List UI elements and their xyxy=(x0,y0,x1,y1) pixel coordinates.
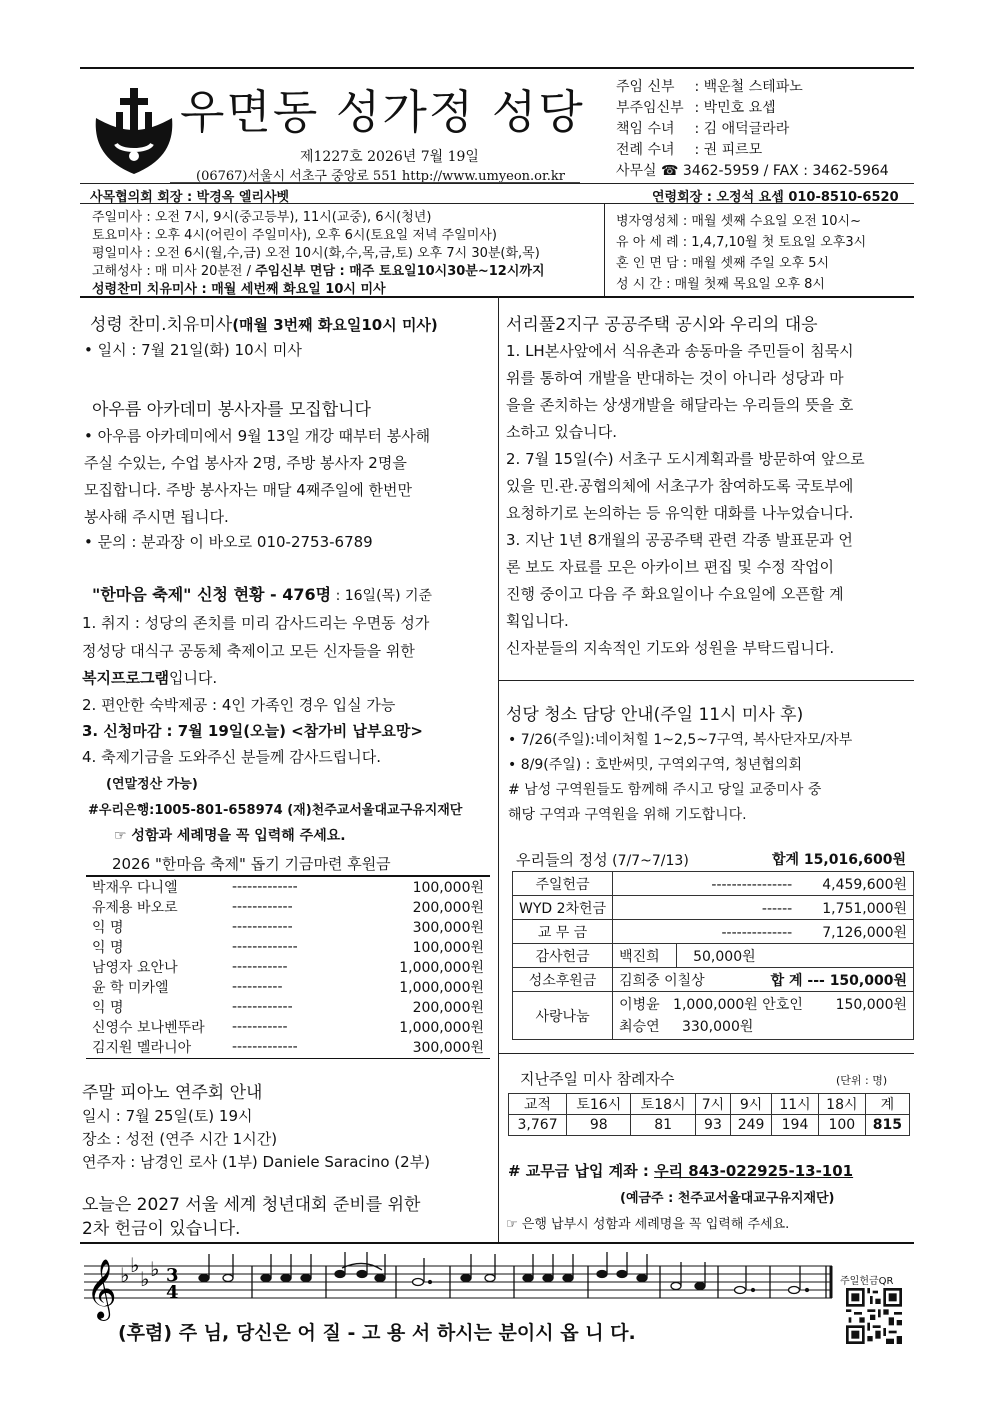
housing-line: 요청하기로 논의하는 등 유익한 대화를 나누었습니다. xyxy=(506,504,854,522)
housing-line: 획입니다. xyxy=(506,612,569,630)
tithe-account: # 교무금 납입 계좌 : 우리 843-022925-13-101 xyxy=(508,1162,854,1180)
offering-total: 합계 15,016,600원 xyxy=(772,852,907,868)
treble-clef-icon: 𝄞 xyxy=(86,1259,117,1319)
flat-signs-icon xyxy=(120,1253,159,1291)
sacrament-3: 혼 인 면 담 : 매월 셋째 주일 오후 5시 xyxy=(616,256,830,271)
housing-line: 론 보도 자료를 모은 아카이브 편집 및 수정 작업이 xyxy=(506,558,834,576)
healing-body: • 일시 : 7월 21일(화) 10시 미사 xyxy=(84,341,302,359)
wyd-notice: 오늘은 2027 서울 세계 청년대회 준비를 위한 xyxy=(82,1195,421,1215)
donor-row: 유제용 바오로 ------------ 200,000원 xyxy=(92,899,484,916)
donor-row: 남영자 요안나 ----------- 1,000,000원 xyxy=(92,959,484,976)
donors-title: 2026 "한마음 축제" 돕기 기금마련 후원금 xyxy=(112,855,391,873)
aureum-line: 모집합니다. 주방 봉사자는 매달 4째주일에 한번만 xyxy=(84,481,412,499)
festival-line: 복지프로그램입니다. xyxy=(82,669,218,687)
housing-line: 을을 존치하는 상생개발을 해달라는 우리들의 뜻을 호 xyxy=(506,396,854,414)
offering-row: 사랑나눔 이병윤 1,000,000원 안호인 150,000원 최승연 330,000원 xyxy=(513,992,914,1040)
festival-item: 2. 편안한 숙박제공 : 4인 가족인 경우 입실 가능 xyxy=(82,696,396,714)
confession: 고해성사 : 매 미사 20분전 / 주임신부 면담 : 매주 토요일10시30분~12시까지 xyxy=(92,264,545,279)
aureum-line: 주실 수있는, 수업 봉사자 2명, 주방 봉사자 2명을 xyxy=(84,454,407,472)
housing-title: 서리풀2지구 공공주택 공시와 우리의 대응 xyxy=(506,315,818,335)
healing-mass: 성령찬미 치유미사 : 매월 세번째 화요일 10시 미사 xyxy=(92,282,386,297)
cleaning-line: # 남성 구역원들도 함께해 주시고 당일 교중미사 중 xyxy=(508,782,822,798)
aureum-contact: • 문의 : 분과장 이 바오로 010-2753-6789 xyxy=(84,533,373,551)
time-signature-bottom: 4 xyxy=(166,1282,179,1303)
housing-body xyxy=(506,340,916,664)
donor-row: 익 명 ------------ 200,000원 xyxy=(92,999,484,1016)
tithe-note: ☞ 은행 납부시 성함과 세례명을 꼭 입력해 주세요. xyxy=(506,1217,790,1232)
festival-line: 정성당 대식구 공동체 축제이고 모든 신자들을 위한 xyxy=(82,642,415,660)
staff-row: 책임 수녀 : 김 애덕글라라 xyxy=(616,121,790,137)
housing-line: 위를 통하여 개발을 반대하는 것이 아니라 성당과 마 xyxy=(506,369,844,387)
attendance-header-row: 교적 토16시 토18시 7시 9시 11시 18시 계 xyxy=(509,1094,910,1115)
healing-title: 성령 찬미.치유미사(매월 3번째 화요일10시 미사) xyxy=(90,315,438,335)
offering-table xyxy=(512,871,914,1040)
council-president: 사목협의회 회장 : 박경옥 엘리사벳 xyxy=(90,190,290,205)
piano-line: 연주자 : 남경인 로사 (1부) Daniele Saracino (2부) xyxy=(82,1153,431,1171)
svg-text:♭: ♭ xyxy=(130,1253,140,1277)
staff-lines xyxy=(84,1266,832,1298)
cleaning-line: 해당 구역과 구역원을 위해 기도합니다. xyxy=(508,807,747,823)
issue-info: 제1227호 2026년 7월 19일 xyxy=(300,149,479,165)
svg-text:♭: ♭ xyxy=(140,1267,150,1291)
offering-row: 주일헌금 ---------------- 4,459,600원 xyxy=(513,872,914,896)
housing-line: 신자분들의 지속적인 기도와 성원을 부탁드립니다. xyxy=(506,639,835,657)
cleaning-title: 성당 청소 담당 안내(주일 11시 미사 후) xyxy=(506,705,804,725)
housing-line: 1. LH본사앞에서 식유촌과 송동마을 주민들이 침묵시 xyxy=(506,342,854,360)
top-rule xyxy=(80,67,914,69)
address: (06767)서울시 서초구 중앙로 551 http://www.umyeon.or.kr xyxy=(196,169,566,184)
housing-line: 3. 지난 1년 8개월의 공공주택 관련 각종 발표문과 언 xyxy=(506,531,853,549)
housing-line: 있을 민.관.공협의체에 서초구가 참여하도록 국토부에 xyxy=(506,477,854,495)
header-divider xyxy=(604,203,605,296)
festival-item: 4. 축제기금을 도와주신 분들께 감사드립니다. xyxy=(82,748,381,766)
office-phone: 사무실 ☎ 3462-5959 / FAX : 3462-5964 xyxy=(616,163,889,179)
donors-bottom-rule xyxy=(86,1058,490,1059)
mass-weekday: 평일미사 : 오전 6시(월,수,금) 오전 10시(화,수,목,금,토) 오후 7시 30분(화,목) xyxy=(92,246,540,261)
attendance-value-row: 3,767 98 81 93 249 194 100 815 xyxy=(509,1115,910,1136)
right-section-rule xyxy=(498,680,914,681)
donors-table xyxy=(86,877,490,1057)
cleaning-line: • 7/26(주일):네이처힐 1~2,5~7구역, 복사단자모/자부 xyxy=(508,732,853,748)
festival-item: 3. 신청마감 : 7월 19일(오늘) <참가비 납부요망> xyxy=(82,722,423,740)
aureum-title: 아우름 아카데미 봉사자를 모집합니다 xyxy=(92,400,371,420)
qr-label: 주일헌금QR xyxy=(840,1276,894,1287)
staff-row: 부주임신부 : 박민호 요셉 xyxy=(616,100,776,116)
attendance-table xyxy=(508,1093,910,1136)
piano-line: 장소 : 성전 (연주 시간 1시간) xyxy=(82,1130,278,1148)
tithe-holder: (예금주 : 천주교서울대교구유지재단) xyxy=(620,1191,835,1206)
offering-row: 성소후원금 김희중 이칠상 합 계 --- 150,000원 xyxy=(513,968,914,992)
body-top-rule xyxy=(80,296,914,298)
donor-row: 박재우 다니엘 ------------- 100,000원 xyxy=(92,879,484,896)
donor-row: 김지원 멜라니아 ------------- 300,000원 xyxy=(92,1039,484,1056)
offering-row: WYD 2차헌금 ------ 1,751,000원 xyxy=(513,896,914,920)
donor-row: 익 명 ------------- 100,000원 xyxy=(92,939,484,956)
festival-note: ☞ 성함과 세례명을 꼭 입력해 주세요. xyxy=(114,828,346,844)
cleaning-line: • 8/9(주일) : 호반써밋, 구역외구역, 청년협의회 xyxy=(508,757,802,773)
staff-row: 전례 수녀 : 권 피르모 xyxy=(616,142,763,158)
qr-code-icon[interactable] xyxy=(846,1288,902,1344)
offering-divider xyxy=(498,1053,914,1054)
staff-list xyxy=(616,76,889,181)
union-president: 연령회장 : 오정석 요셉 010-8510-6520 xyxy=(652,190,899,205)
aureum-line: • 아우름 아카데미에서 9월 13일 개강 때부터 봉사해 xyxy=(84,427,431,445)
sacrament-4: 성 시 간 : 매월 첫째 목요일 오후 8시 xyxy=(616,277,825,292)
piano-title: 주말 피아노 연주회 안내 xyxy=(82,1083,263,1103)
page-title: 우면동 성가정 성당 xyxy=(180,85,585,139)
notes xyxy=(199,1252,831,1298)
wyd-notice: 2차 헌금이 있습니다. xyxy=(82,1219,241,1239)
mass-sunday: 주일미사 : 오전 7시, 9시(중고등부), 11시(교중), 6시(청년) xyxy=(92,210,432,225)
header-rule xyxy=(80,183,914,184)
attendance-title: 지난주일 미사 참례자수 xyxy=(520,1070,675,1088)
festival-tax: (연말정산 가능) xyxy=(106,777,198,792)
svg-text:♭: ♭ xyxy=(120,1263,130,1287)
mass-saturday: 토요미사 : 오후 4시(어린이 주일미사), 오후 6시(토요일 저녁 주일미사) xyxy=(92,228,497,243)
hymn-lyrics: (후렴) 주 님, 당신은 어 질 - 고 용 서 하시는 분이시 옵 니 다. xyxy=(118,1322,636,1344)
svg-text:♭: ♭ xyxy=(150,1257,160,1281)
housing-line: 진행 중이고 다음 주 화요일이나 수요일에 오픈할 계 xyxy=(506,585,844,603)
donor-row: 신영수 보나벤뚜라 ----------- 1,000,000원 xyxy=(92,1019,484,1036)
aureum-line: 봉사해 주시면 됩니다. xyxy=(84,508,229,526)
festival-title: "한마음 축제" 신청 현황 - 476명 : 16일(목) 기준 xyxy=(92,585,433,604)
sacrament-1: 병자영성체 : 매월 셋째 수요일 오전 10시~ xyxy=(616,214,861,229)
offering-title: 우리들의 정성 (7/7~7/13) xyxy=(516,851,689,869)
festival-line: 1. 취지 : 성당의 존치를 미리 감사드리는 우면동 성가 xyxy=(82,614,430,632)
sacrament-2: 유 아 세 례 : 1,4,7,10월 첫 토요일 오후3시 xyxy=(616,235,867,250)
column-divider xyxy=(498,296,499,1242)
offering-row: 교 무 금 -------------- 7,126,000원 xyxy=(513,920,914,944)
donor-row: 윤 학 미카엘 ---------- 1,000,000원 xyxy=(92,979,484,996)
donor-row: 익 명 ------------ 300,000원 xyxy=(92,919,484,936)
parish-logo-icon xyxy=(92,86,176,176)
festival-bank: #우리은행:1005-801-658974 (재)천주교서울대교구유지재단 xyxy=(88,803,463,818)
housing-line: 소하고 있습니다. xyxy=(506,423,617,441)
footer-rule xyxy=(80,1242,914,1244)
piano-line: 일시 : 7월 25일(토) 19시 xyxy=(82,1107,253,1125)
attendance-unit: (단위 : 명) xyxy=(836,1074,888,1087)
housing-line: 2. 7월 15일(수) 서초구 도시계획과를 방문하여 앞으로 xyxy=(506,450,865,468)
staff-row: 주임 신부 : 백운철 스테파노 xyxy=(616,79,803,95)
header-rule-2 xyxy=(80,203,914,204)
offering-row: 감사헌금 백진희 50,000원 xyxy=(513,944,914,968)
time-signature-top: 3 xyxy=(166,1265,179,1286)
